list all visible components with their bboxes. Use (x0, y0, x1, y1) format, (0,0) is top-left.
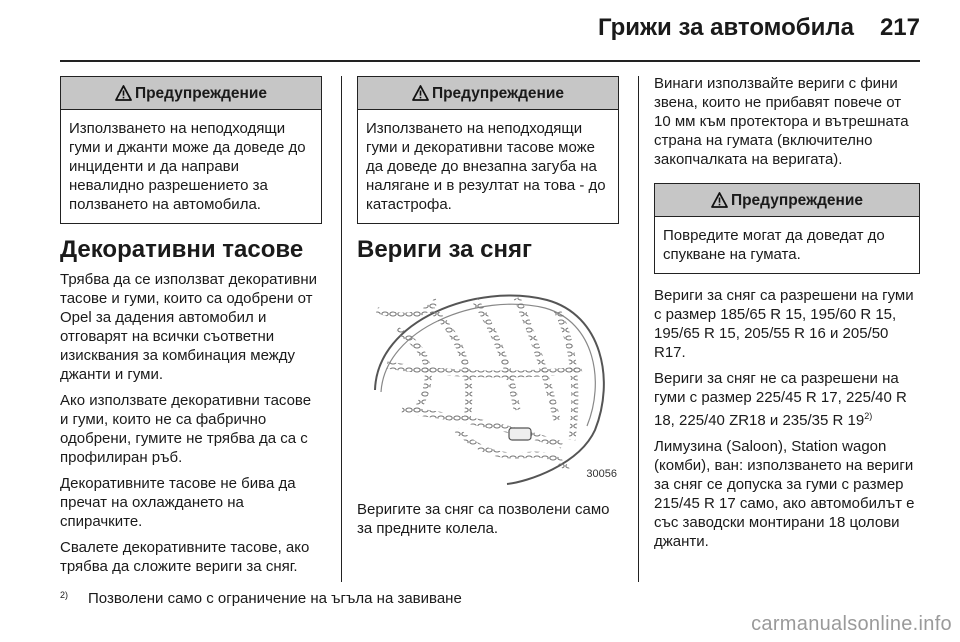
warning-header (655, 184, 919, 217)
paragraph: Декоративните тасове не бива да пречат на охлаждането на спирачките. (60, 475, 296, 530)
warning-header (61, 77, 321, 110)
warning-box-2 (357, 76, 619, 224)
column-divider-2 (638, 76, 639, 582)
warning-text: Използването на неподходящи гуми и джанти може да доведе до инциденти и да направи невалидно разрешението за ползването на автомобила. (69, 120, 306, 213)
warning-label: Предупреждение (134, 85, 268, 102)
page-number: 217 (879, 14, 920, 41)
warning-header (358, 77, 618, 110)
chapter-title: Грижи за автомобила (597, 14, 854, 41)
figure-code: 30056 (586, 468, 617, 480)
footnote-text: Позволени само с ограничение на ъгъла на завиване (88, 590, 462, 607)
warning-triangle-icon (711, 192, 728, 208)
column-1 (60, 76, 322, 583)
snow-chain-illustration (357, 270, 619, 488)
warning-text: Използването на неподходящи гуми и декоративни тасове може да доведе до внезапна загуба на налягане и в резултат на това - до катастрофа. (366, 120, 606, 213)
figure-caption: Веригите за сняг са позволени само за предните колела. (357, 501, 610, 537)
warning-box-3 (654, 183, 920, 274)
column-2 (357, 76, 619, 545)
paragraph: Вериги за сняг са разрешени на гуми с размер 185/65 R 15, 195/60 R 15, 195/65 R 15, 205/55 R 16 и 205/50 R17. (654, 287, 914, 361)
snow-chain-icon (357, 270, 619, 488)
watermark: carmanualsonline.info (751, 613, 952, 635)
paragraph: Лимузина (Saloon), Station wagon (комби), ван: използването на вериги за сняг се допуска за гуми с размер 215/45 R 17 само, ако автомобилът е със заводски монтирани 18 цолови джанти. (654, 438, 915, 550)
warning-text: Повредите могат да доведат до спукване на гумата. (663, 227, 885, 263)
warning-box-1 (60, 76, 322, 224)
warning-label: Предупреждение (730, 192, 864, 209)
paragraph: Трябва да се използват декоративни тасове и гуми, които са одобрени от Opel за дадения автомобил и отговарят на всички съответни изисквания за комбинация между джанти и гуми. (60, 271, 318, 383)
header-rule (60, 60, 920, 62)
footnote (60, 590, 462, 607)
paragraph: Свалете декоративните тасове, ако трябва да сложите вериги за сняг. (60, 539, 310, 575)
footnote-mark: 2) (60, 590, 69, 600)
page-header (598, 14, 920, 42)
warning-triangle-icon (115, 85, 132, 101)
paragraph-text: Вериги за сняг не са разрешени на гуми с размер 225/45 R 17, 225/40 R 18, 225/40 ZR18 и 235/35 R 19 (654, 370, 907, 429)
warning-triangle-icon (412, 85, 429, 101)
column-divider-1 (341, 76, 342, 582)
column-3 (654, 76, 920, 558)
warning-label: Предупреждение (431, 85, 565, 102)
section-heading-snow-chains: Вериги за сняг (357, 236, 532, 263)
footnote-ref: 2) (864, 411, 873, 421)
section-heading-hubcaps: Декоративни тасове (60, 236, 304, 263)
paragraph (654, 369, 920, 430)
paragraph: Ако използвате декоративни тасове и гуми, които не са фабрично одобрени, гумите не трябва да са с профилиран ръб. (60, 392, 312, 466)
paragraph: Винаги използвайте вериги с фини звена, които не прибавят повече от 10 мм към протектора и вътрешната страна на гумата (включително закопчалката на веригата). (654, 75, 909, 168)
